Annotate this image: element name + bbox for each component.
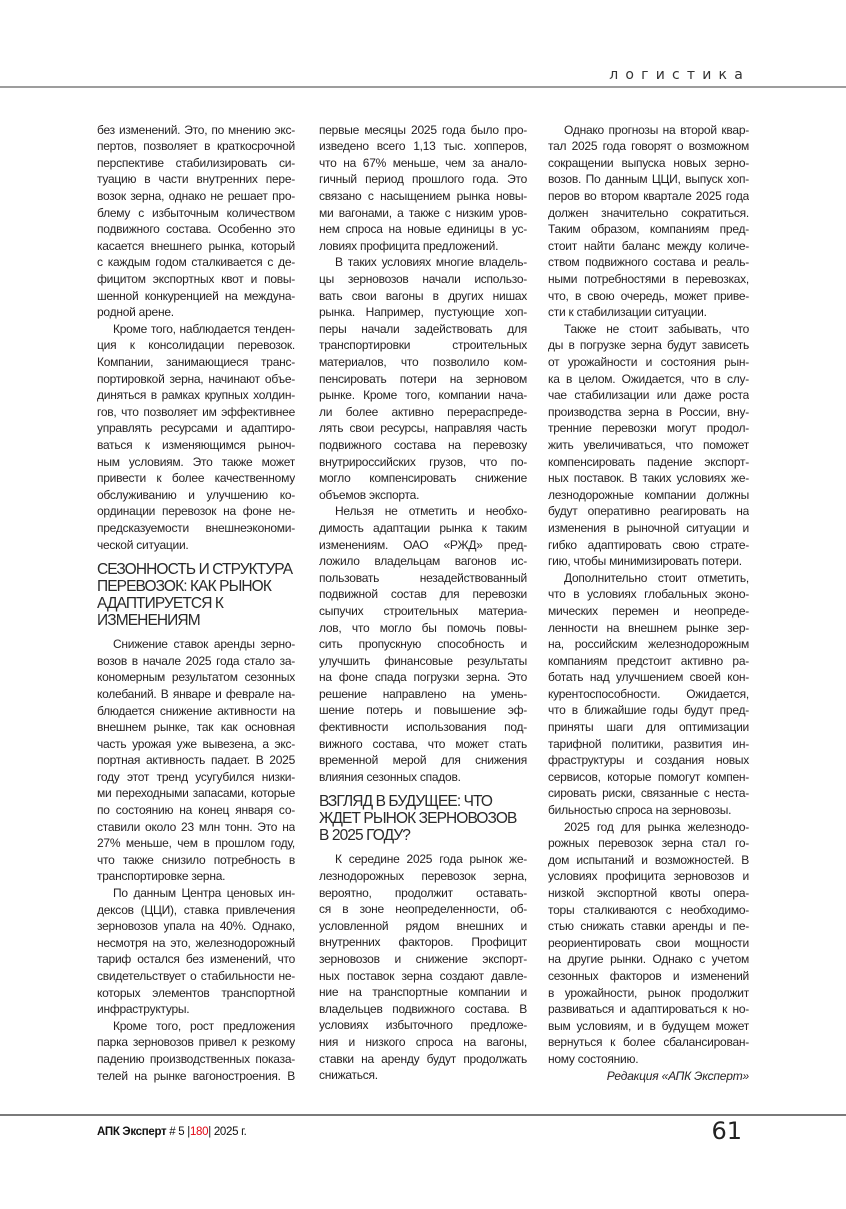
- text-line: связано с насыщением рынка новы-: [319, 189, 527, 204]
- text-line: вернуться к более сбалансирован-: [548, 1035, 749, 1050]
- text-line: чае стабилизации или даже роста: [548, 388, 749, 403]
- text-line: вым условиям, и в будущем может: [548, 1018, 749, 1033]
- text-line: фективности использования под-: [319, 720, 527, 735]
- text-line: должен значительно сократиться.: [548, 205, 749, 220]
- text-line: будут оперативно реагировать на: [548, 504, 749, 519]
- text-line: телей на рынке вагоностроения. В: [97, 1068, 295, 1083]
- text-line: свидетельствует о стабильности не-: [97, 969, 295, 983]
- text-line: лезнодорожные компании должны: [548, 487, 749, 502]
- text-line: туацию в части внутренних пере-: [97, 172, 295, 187]
- paragraph: [548, 570, 749, 819]
- paragraph: [319, 851, 527, 1083]
- text-line: димость адаптации рынка к таким: [319, 520, 527, 535]
- text-line: которых элементов транспортной: [97, 985, 295, 1000]
- text-line: парка зерновозов привел к резкому: [97, 1035, 295, 1050]
- text-line: на фоне спада погрузки зерна. Это: [319, 670, 527, 685]
- text-line: блему с избыточным количеством: [97, 205, 295, 220]
- text-line: К середине 2025 года рынок же-: [335, 852, 527, 867]
- heading-line: ПЕРЕВОЗОК: КАК РЫНОК: [97, 578, 271, 596]
- text-line: лезнодорожных перевозок зерна,: [319, 869, 527, 884]
- text-line: транспортировке зерна.: [97, 869, 226, 884]
- text-line: низкой экспортной квоты опера-: [548, 886, 749, 900]
- text-line: диняться в рамках крупных холдин-: [97, 388, 295, 403]
- text-line: инфраструктуры.: [97, 1002, 190, 1017]
- text-line: родной арене.: [97, 305, 174, 320]
- text-line: перспективе стабилизировать си-: [97, 155, 295, 170]
- text-line: касается внешнего рынка, который: [97, 238, 295, 253]
- text-line: рынке. Кроме того, компании нача-: [319, 388, 527, 403]
- text-line: реориентировать свои мощности: [548, 935, 749, 950]
- text-line: жить увеличиваться, что поможет: [548, 437, 749, 452]
- text-line: управлять ресурсами и адаптиро-: [97, 421, 295, 436]
- text-line: Кроме того, рост предложения: [113, 1018, 295, 1033]
- text-line: стью снижать ставки аренды и пе-: [548, 919, 749, 934]
- text-line: шение потерь и повышение эф-: [319, 703, 527, 718]
- text-line: вать свои вагоны в других нишах: [319, 288, 527, 303]
- text-line: гибко адаптировать свою страте-: [548, 537, 749, 552]
- text-line: ным условиям. Это также может: [97, 454, 295, 469]
- text-line: материалов, что позволило ком-: [319, 355, 527, 369]
- text-line: гичный период прошлого года. Это: [319, 172, 527, 187]
- text-line: колебаний. В январе и феврале на-: [97, 686, 295, 701]
- text-line: пользовать незадействованный: [319, 570, 527, 585]
- text-line: Кроме того, наблюдается тенден-: [113, 321, 295, 336]
- issue-number: # 5 |: [166, 1126, 190, 1138]
- text-line: По данным Центра ценовых ин-: [113, 886, 295, 901]
- text-line: временной мерой для снижения: [319, 753, 527, 768]
- text-line: влияния сезонных спадов.: [319, 769, 461, 784]
- text-line: подвижного состава на перевозку: [319, 437, 527, 452]
- text-line: В таких условиях многие владель-: [335, 255, 527, 270]
- text-line: на другие рынки. Однако с учетом: [548, 952, 749, 967]
- text-line: вижного состава, что может стать: [319, 736, 527, 751]
- text-line: сыпучих строительных материа-: [319, 603, 527, 618]
- page-number: 61: [711, 1117, 742, 1145]
- paragraph: [97, 885, 295, 1018]
- text-line: сокращении выпуска новых зерно-: [548, 155, 749, 170]
- text-line: сти к стабилизации ситуации.: [548, 305, 707, 320]
- heading-line: АДАПТИРУЕТСЯ К: [97, 595, 224, 613]
- text-line: на, российским железнодорожным: [548, 637, 749, 652]
- text-line: ных поставок. В таких условиях же-: [548, 471, 749, 486]
- text-line: ставили около 23 млн тонн. Это на: [97, 819, 295, 834]
- text-line: курентоспособности. Ожидается,: [548, 686, 749, 701]
- text-line: ды в погрузке зерна будут зависеть: [548, 338, 749, 353]
- text-line: тал 2025 года говорят о возможном: [548, 139, 749, 154]
- text-line: сить пропускную способность и: [319, 637, 527, 652]
- text-line: подвижной состав для перевозки: [319, 587, 527, 602]
- text-line: с каждым годом сталкивается с де-: [97, 255, 295, 270]
- text-line: ся в зоне неопределенности, об-: [319, 902, 527, 917]
- text-line: Также не стоит забывать, что: [564, 321, 749, 336]
- text-line: кономерным результатом сезонных: [97, 670, 295, 685]
- text-line: тарифной политики, развития ин-: [548, 736, 749, 751]
- text-line: гов, что позволяет им эффективнее: [97, 404, 295, 419]
- issue-total-number: 180: [189, 1126, 209, 1138]
- article-column-1: [97, 122, 295, 1084]
- text-line: нем спроса на новые единицы в ус-: [319, 222, 527, 237]
- text-line: тариф остался без изменений, что: [97, 952, 295, 967]
- text-line: могло компенсировать снижение: [319, 471, 527, 486]
- paragraph: [319, 254, 527, 503]
- text-line: изменения в рыночной ситуации и: [548, 520, 749, 535]
- text-line: в урожайности, рынок продолжит: [548, 985, 749, 1000]
- article-signature: Редакция «АПК Эксперт»: [606, 1068, 749, 1083]
- text-line: ставки на аренду будут продолжать: [319, 1051, 527, 1066]
- text-line: блюдается снижение активности на: [97, 703, 295, 718]
- text-line: ленности на внешнем рынке зер-: [548, 620, 749, 635]
- text-line: 27% меньше, чем в прошлом году,: [97, 836, 295, 851]
- magazine-name: АПК Эксперт: [97, 1126, 167, 1138]
- text-line: году этот тренд усугубился низки-: [97, 769, 295, 784]
- text-line: фраструктуры и создания новых: [548, 753, 749, 768]
- text-line: условленной рядом внешних и: [319, 918, 527, 933]
- text-line: 2025 год для рынка железнодо-: [564, 819, 749, 834]
- text-line: падению производственных показа-: [97, 1051, 295, 1066]
- text-line: Нельзя не отметить и необхо-: [335, 504, 527, 519]
- text-line: фицитом экспортных квот и повы-: [97, 272, 295, 287]
- text-line: что также снизило потребность в: [97, 852, 295, 867]
- text-line: условиях профицита зерновозов и: [548, 869, 749, 884]
- text-line: что в ближайшие годы будут пред-: [548, 703, 749, 718]
- text-line: стоит найти баланс между количе-: [548, 238, 749, 253]
- section-heading: [319, 793, 527, 844]
- text-line: сезонных факторов и изменений: [548, 968, 749, 983]
- text-line: перов во втором квартале 2025 года: [548, 189, 749, 204]
- text-line: возов. По данным ЦЦИ, выпуск хоп-: [548, 172, 749, 187]
- text-line: ния и низкого спроса на вагоны,: [319, 1034, 527, 1049]
- text-line: ми переходными запасами, которые: [97, 786, 295, 801]
- text-line: внутренних факторов. Профицит: [319, 935, 527, 950]
- issue-year: | 2025 г.: [208, 1126, 247, 1138]
- text-line: привести к более качественному: [97, 471, 295, 486]
- header-rule: [0, 86, 846, 88]
- paragraph: [319, 122, 527, 255]
- text-line: изменениям. ОАО «РЖД» пред-: [319, 537, 527, 552]
- text-line: рожных перевозок зерна стал го-: [548, 836, 749, 851]
- text-line: несмотря на это, железнодорожный: [97, 935, 295, 950]
- text-line: возок зерна, однако не решает про-: [97, 189, 295, 204]
- text-line: гию, чтобы минимизировать потери.: [548, 554, 742, 569]
- text-line: ка в целом. Ожидается, что в слу-: [548, 371, 749, 386]
- footer-rule: [0, 1114, 846, 1116]
- paragraph: [97, 321, 295, 553]
- text-line: ботать над улучшением своей кон-: [548, 670, 749, 685]
- section-title: логистика: [609, 67, 750, 83]
- text-line: портировкой зерна, начинают объе-: [97, 371, 295, 386]
- heading-line: ИЗМЕНЕНИЯМ: [97, 612, 200, 630]
- text-line: что в условиях глобальных эконо-: [548, 587, 749, 602]
- text-line: что на 67% меньше, чем за анало-: [319, 155, 527, 170]
- text-line: возов в начале 2025 года стало за-: [97, 653, 295, 668]
- text-line: дексов (ЦЦИ), ставка привлечения: [97, 902, 295, 917]
- text-line: улучшить финансовые результаты: [319, 653, 527, 668]
- text-line: торы сталкиваются с необходимо-: [548, 902, 749, 917]
- heading-line: СЕЗОННОСТЬ И СТРУКТУРА: [97, 561, 293, 579]
- text-line: сировать риски, связанные с неста-: [548, 786, 749, 801]
- text-line: Снижение ставок аренды зерно-: [113, 637, 295, 652]
- text-line: владельцев подвижного состава. В: [319, 1001, 527, 1016]
- section-heading: [97, 561, 295, 629]
- article-column-3: [548, 122, 749, 1084]
- text-line: ние на транспортные компании и: [319, 985, 527, 1000]
- text-line: по состоянию на конец января со-: [97, 803, 295, 818]
- heading-line: ЖДЕТ РЫНОК ЗЕРНОВОЗОВ: [319, 810, 517, 828]
- text-line: Дополнительно стоит отметить,: [564, 570, 749, 585]
- text-line: внутрироссийских грузов, что по-: [319, 454, 527, 469]
- text-line: ными потребностями в перевозках,: [548, 272, 749, 287]
- text-line: ложило владельцам вагонов ис-: [319, 554, 527, 569]
- article-column-2: [319, 122, 527, 1084]
- text-line: бильностью спроса на зерновозы.: [548, 803, 732, 818]
- text-line: ция к консолидации перевозок.: [97, 338, 295, 353]
- text-line: Однако прогнозы на второй квар-: [564, 122, 749, 137]
- text-line: производства зерна в России, вну-: [548, 404, 749, 419]
- text-line: объемов экспорта.: [319, 487, 420, 502]
- text-line: Компании, занимающиеся транс-: [97, 355, 295, 369]
- text-line: ловиях профицита предложений.: [319, 238, 499, 253]
- text-line: без изменений. Это, по мнению экс-: [97, 122, 295, 137]
- text-line: первые месяцы 2025 года было про-: [319, 122, 527, 137]
- text-line: Таким образом, компаниям пред-: [548, 222, 749, 237]
- text-line: условиях избыточного предложе-: [319, 1018, 527, 1033]
- heading-line: В 2025 ГОДУ?: [319, 827, 411, 845]
- text-line: портная активность падает. В 2025: [97, 753, 295, 768]
- text-line: зерновозов и снижение экспорт-: [319, 952, 527, 966]
- text-line: предсказуемости внешнеэкономи-: [97, 520, 295, 535]
- text-line: ми вагонами, а также с низким уров-: [319, 205, 527, 220]
- text-line: лов, что могло бы помочь повы-: [319, 620, 527, 635]
- text-line: перы начали задействовать для: [319, 321, 527, 336]
- text-line: ваться к изменяющимся рыноч-: [97, 437, 295, 452]
- text-line: лять свои ресурсы, направляя часть: [319, 421, 527, 436]
- text-line: приняты шаги для оптимизации: [548, 720, 749, 735]
- text-line: обслуживанию и улучшению ко-: [97, 487, 295, 502]
- text-line: ных поставок зерна создают давле-: [319, 968, 527, 983]
- text-line: ному состоянию.: [548, 1051, 639, 1066]
- text-line: ли более активно перераспреде-: [319, 404, 527, 419]
- paragraph: [97, 636, 295, 885]
- paragraph: [97, 122, 295, 321]
- text-line: ством подвижного состава и реаль-: [548, 255, 749, 270]
- paragraph: [319, 503, 527, 785]
- text-line: рынка. Например, пустующие хоп-: [319, 305, 527, 320]
- text-line: вероятно, продолжит оставать-: [319, 885, 527, 900]
- text-line: пертов, позволяет в краткосрочной: [97, 139, 295, 154]
- text-line: часть урожая уже вывезена, а экс-: [97, 736, 295, 751]
- paragraph: [548, 321, 749, 570]
- text-line: ческой ситуации.: [97, 537, 189, 552]
- text-line: компенсировать падение экспорт-: [548, 454, 749, 469]
- text-line: шенной конкуренцией на междуна-: [97, 288, 295, 303]
- text-line: изведено всего 1,13 тыс. хопперов,: [319, 139, 527, 154]
- text-line: транспортировки строительных: [319, 338, 527, 353]
- text-line: дом испытаний и возможностей. В: [548, 852, 749, 867]
- text-line: развиваться и адаптироваться к но-: [548, 1002, 749, 1017]
- text-line: снижаться.: [319, 1068, 378, 1083]
- heading-line: ВЗГЛЯД В БУДУЩЕЕ: ЧТО: [319, 793, 493, 811]
- text-line: ординации перевозок на фоне не-: [97, 504, 295, 519]
- paragraph: [548, 819, 749, 1068]
- paragraph: [548, 122, 749, 321]
- footer-issue-info: [97, 1126, 247, 1138]
- text-line: подвижного состава. Особенно это: [97, 222, 295, 237]
- text-line: что, в свою очередь, может приве-: [548, 288, 749, 303]
- text-line: мических перемен и неопреде-: [548, 603, 749, 618]
- text-line: внешнем рынке, так как основная: [97, 720, 295, 735]
- text-line: пенсировать потери на зерновом: [319, 371, 527, 386]
- text-line: сервисов, которые помогут компен-: [548, 769, 749, 784]
- paragraph: [97, 1018, 295, 1084]
- text-line: компаниям предстоит активно ра-: [548, 653, 749, 668]
- text-line: цы зерновозов начали использо-: [319, 272, 527, 287]
- text-line: тренние перевозки могут продол-: [548, 421, 749, 436]
- text-line: зерновозов упала на 40%. Однако,: [97, 919, 295, 934]
- text-line: решение направлено на умень-: [319, 686, 527, 701]
- text-line: от урожайности и состояния рын-: [548, 355, 749, 369]
